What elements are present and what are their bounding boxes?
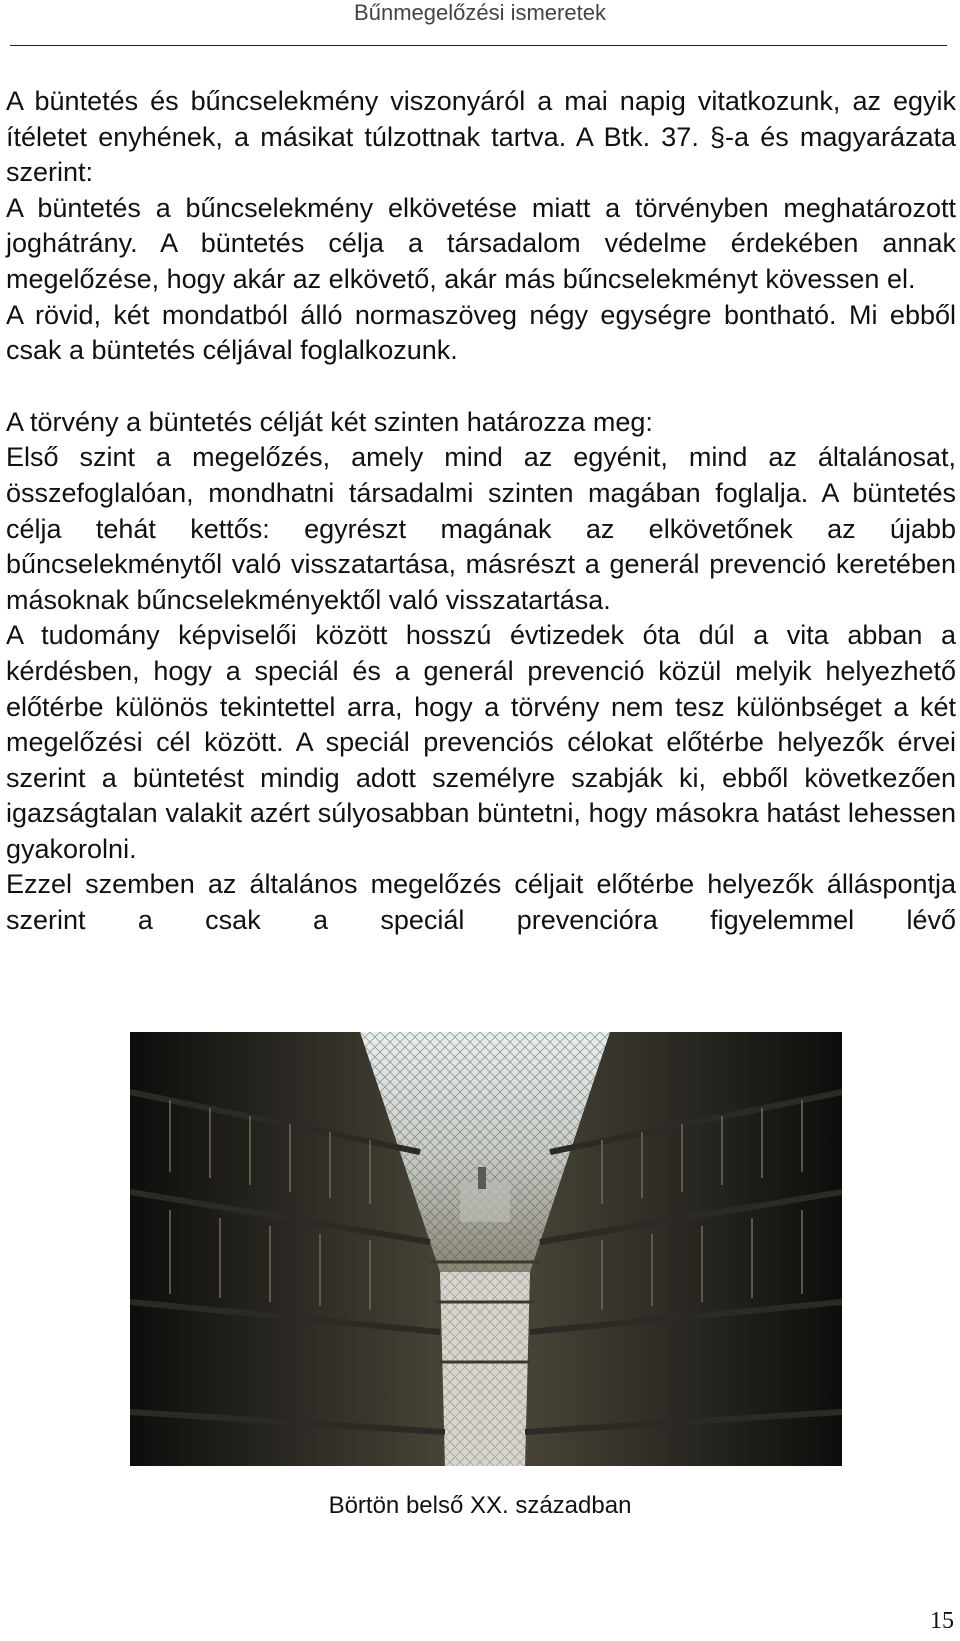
paragraph: Első szint a megelőzés, amely mind az egyénit, mind az általánosat, összefoglalóan, mondhatni társadalmi szinten magában foglalja. A büntetés célja tehát kettős: egyrészt magának az elkövetőnek az újabb bűncselekménytől való visszatartása, másrészt a generál prevenció keretében másoknak bűncselekményektől való visszatartása. [6,442,956,615]
paragraph-gap [6,369,956,405]
paragraph: A büntetés a bűncselekmény elkövetése miatt a törvényben meghatározott joghátrány. A büntetés célja a társadalom védelme érdekében annak megelőzése, hogy akár az elkövető, akár más bűncselekményt kövessen el. [6,192,956,294]
paragraph: A tudomány képviselői között hosszú évtizedek óta dúl a vita abban a kérdésben, hogy a speciál és a generál prevenció közül melyik helyezhető előtérbe különös tekintettel arra, hogy a törvény nem tesz különbséget a két megelőzési cél között. A speciál prevenciós célokat előtérbe helyezők érvei szerint a büntetést mindig adott személyre szabják ki, ebből következően igazságtalan valakit azért súlyosabban büntetni, hogy másokra hatást lehessen gyakorolni. [6,620,956,864]
paragraph: A rövid, két mondatból álló normaszöveg négy egységre bontható. Mi ebből csak a büntetés céljával foglalkozunk. [6,299,956,366]
paragraph: A törvény a büntetés célját két szinten határozza meg: [6,406,653,437]
paragraph: A büntetés és bűncselekmény viszonyáról a mai napig vitatkozunk, az egyik ítéletet enyhének, a másikat túlzottnak tartva. A Btk. 37. §-a és magyarázata szerint: [6,86,956,188]
running-header: Bűnmegelőzési ismeretek [354,0,606,25]
header-rule [10,45,947,46]
body-text [6,84,956,939]
figure-caption: Börtön belső XX. században [328,1492,632,1519]
page-number: 15 [930,1608,954,1634]
prison-interior-photo [130,1032,842,1466]
paragraph: Ezzel szemben az általános megelőzés céljait előtérbe helyezők álláspontja szerint a csak a speciál prevencióra figyelemmel lévő [6,869,956,936]
